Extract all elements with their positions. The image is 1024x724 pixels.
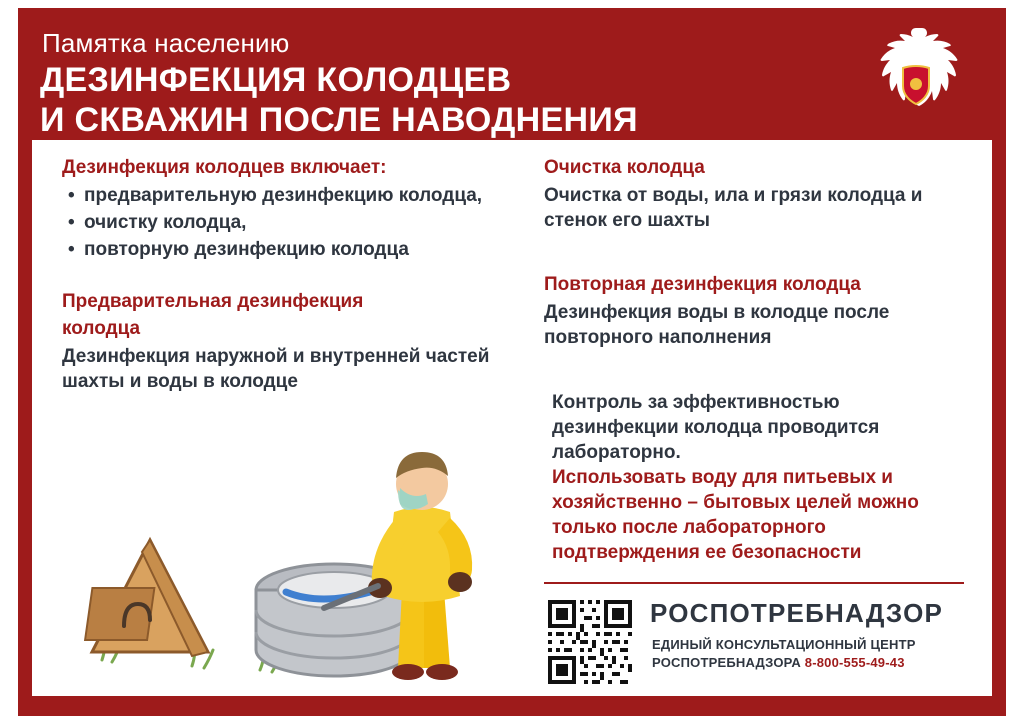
lab-control-note: Контроль за эффективностью дезинфекции колодца проводится лабораторно. xyxy=(552,392,880,463)
list-item: • повторную дезинфекцию колодца xyxy=(84,237,517,263)
left-section1-heading: Дезинфекция колодцев включает: xyxy=(62,157,387,178)
safety-warning-text: Использовать воду для питьевых и хозяйственно – бытовых целей можно только после лабораторного подтверждения ее безопасности xyxy=(552,467,919,563)
left-section2-text: Дезинфекция наружной и внутренней частей шахты и воды в колодце xyxy=(62,346,490,392)
hotline-phone: 8-800-555-49-43 xyxy=(804,655,905,670)
page-title xyxy=(40,60,638,140)
content-card xyxy=(32,140,992,696)
list-item: • очистку колодца, xyxy=(84,210,517,236)
footer xyxy=(544,596,974,692)
poster-frame xyxy=(18,8,1006,716)
spacer xyxy=(544,350,964,390)
poster-header xyxy=(18,8,1006,140)
brand-subtitle xyxy=(652,636,916,672)
right-section1-heading: Очистка колодца xyxy=(544,157,705,178)
footer-divider xyxy=(544,582,964,584)
right-section2-text: Дезинфекция воды в колодце после повторного наполнения xyxy=(544,302,890,348)
left-section2-heading-line2: колодца xyxy=(62,318,141,339)
list-item: • предварительную дезинфекцию колодца, xyxy=(84,183,517,209)
brand-name: РОСПОТРЕБНАДЗОР xyxy=(650,598,944,628)
header-kicker: Памятка населению xyxy=(42,28,290,58)
warning-block xyxy=(544,465,964,565)
left-section2-heading-line1: Предварительная дезинфекция xyxy=(62,291,364,312)
brand-subtitle-line-1: ЕДИНЫЙ КОНСУЛЬТАЦИОННЫЙ ЦЕНТР xyxy=(652,637,916,652)
brand-subtitle-line-2: РОСПОТРЕБНАДЗОРА 8-800-555-49-43 xyxy=(652,655,905,670)
right-section1-text: Очистка от воды, ила и грязи колодца и стенок его шахты xyxy=(544,185,923,231)
worker-disinfecting-well-illustration xyxy=(72,420,512,688)
title-line-1: ДЕЗИНФЕКЦИЯ КОЛОДЦЕВ xyxy=(40,61,512,99)
spacer xyxy=(62,264,517,290)
spacer xyxy=(544,233,964,273)
rospotrebnadzor-emblem-icon xyxy=(868,22,964,126)
right-section2-heading: Повторная дезинфекция колодца xyxy=(544,274,861,295)
qr-code-icon xyxy=(544,596,636,688)
title-line-2: И СКВАЖИН ПОСЛЕ НАВОДНЕНИЯ xyxy=(40,101,638,139)
dezinfekciya-steps-list xyxy=(62,183,517,263)
